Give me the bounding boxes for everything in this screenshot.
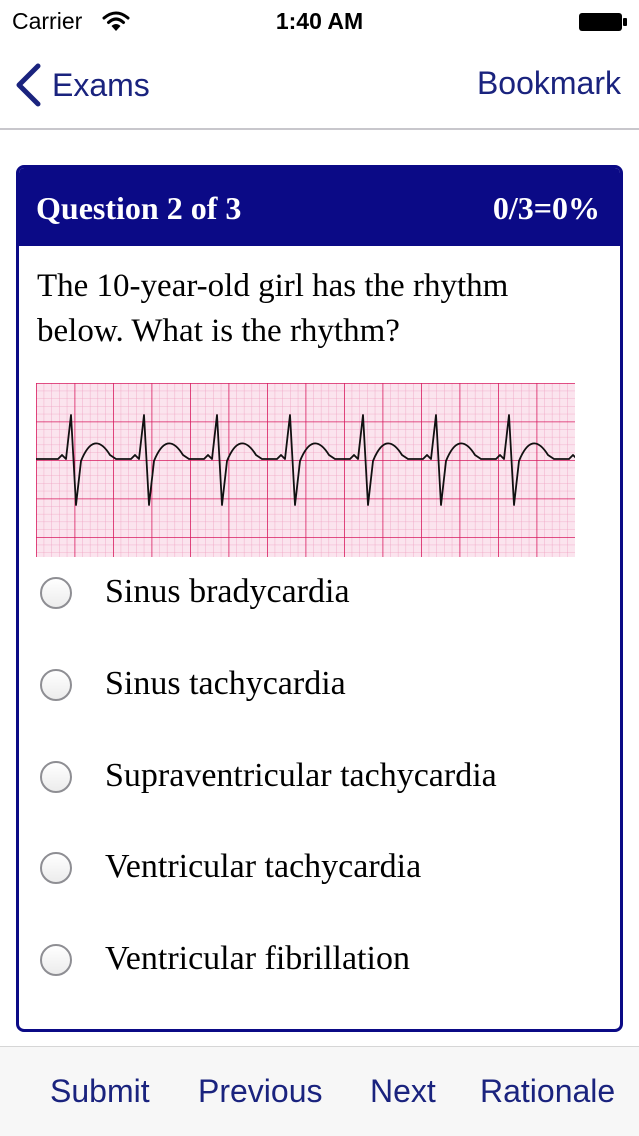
answer-option-4[interactable] <box>19 832 620 902</box>
back-button[interactable] <box>14 62 150 108</box>
back-button-label: Exams <box>52 66 150 103</box>
radio-button-icon[interactable] <box>40 761 72 793</box>
bookmark-button[interactable]: Bookmark <box>476 65 621 101</box>
previous-button[interactable]: Previous <box>198 1073 323 1109</box>
next-button[interactable]: Next <box>370 1073 436 1109</box>
carrier-label: Carrier <box>12 8 83 34</box>
answer-option-label: Ventricular tachycardia <box>105 848 422 885</box>
question-header <box>19 168 620 246</box>
battery-icon <box>578 12 628 32</box>
score-label: 0/3=0% <box>492 190 600 226</box>
answer-option-1[interactable] <box>19 557 620 627</box>
answer-option-label: Ventricular fibrillation <box>105 940 410 977</box>
radio-button-icon[interactable] <box>40 852 72 884</box>
answer-option-5[interactable] <box>19 924 620 994</box>
status-bar <box>0 0 639 42</box>
rationale-button[interactable]: Rationale <box>480 1073 616 1109</box>
question-text: The 10-year-old girl has the rhythm below. What is the rhythm? <box>37 268 509 349</box>
back-chevron-icon <box>14 63 42 107</box>
ecg-rhythm-strip <box>36 383 575 557</box>
status-time: 1:40 AM <box>275 8 364 34</box>
answer-option-3[interactable] <box>19 741 620 811</box>
answer-option-label: Sinus bradycardia <box>105 573 350 610</box>
answer-option-label: Sinus tachycardia <box>105 665 346 702</box>
answer-option-label: Supraventricular tachycardia <box>105 757 497 794</box>
bottom-toolbar <box>0 1046 639 1136</box>
question-title: Question 2 of 3 <box>36 190 242 226</box>
radio-button-icon[interactable] <box>40 577 72 609</box>
answer-option-2[interactable] <box>19 649 620 719</box>
question-card <box>16 165 623 1032</box>
submit-button[interactable]: Submit <box>50 1073 150 1109</box>
radio-button-icon[interactable] <box>40 944 72 976</box>
radio-button-icon[interactable] <box>40 669 72 701</box>
navigation-bar <box>0 42 639 130</box>
